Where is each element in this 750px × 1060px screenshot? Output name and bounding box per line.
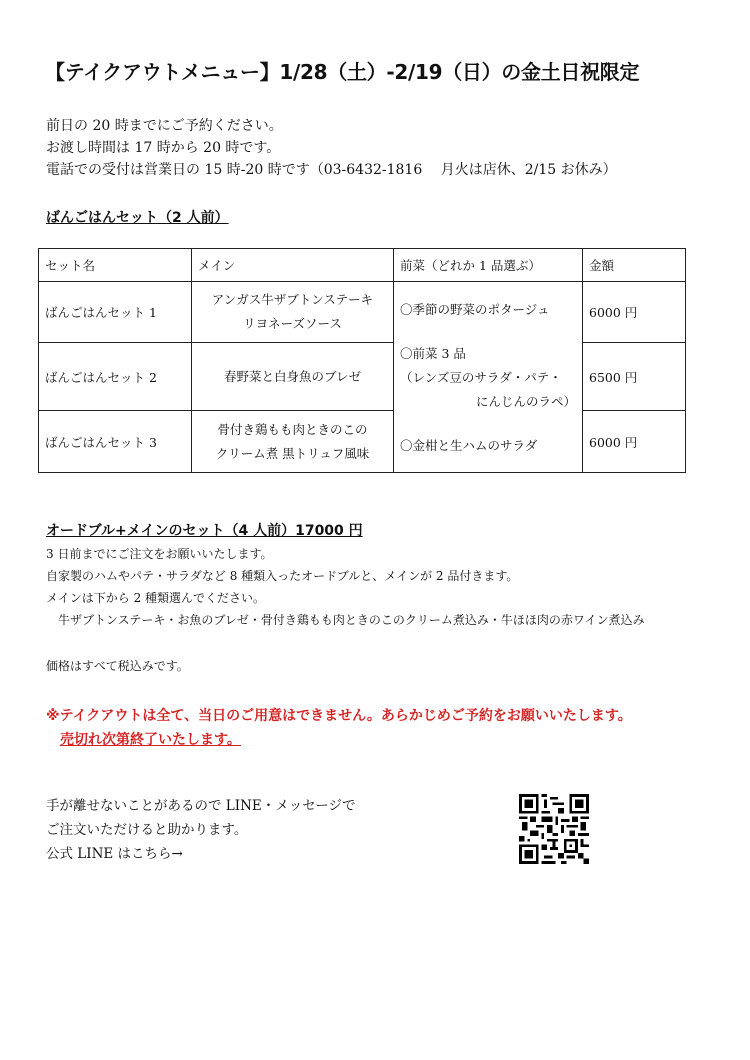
set-name: ばんごはんセット 2 [39, 343, 192, 411]
sold-out-note: 売切れ次第終了いたします。 [60, 732, 241, 748]
set-main [192, 282, 394, 343]
line-contact-line: ご注文いただけると助かります。 [46, 822, 248, 838]
page-title: 【テイクアウトメニュー】1/28（土）-2/19（日）の金土日祝限定 [45, 60, 640, 84]
table-header-row [39, 249, 686, 282]
hors-line: メインは下から 2 種類選んでください。 [46, 591, 266, 605]
set-main [192, 411, 394, 473]
intro-line: 前日の 20 時までにご予約ください。 [46, 118, 283, 134]
warning-line: ※テイクアウトは全て、当日のご用意はできません。あらかじめご予約をお願いいたします。 [46, 708, 632, 724]
starter-options [394, 282, 583, 473]
set-main [192, 343, 394, 411]
set-price: 6000 円 [583, 411, 686, 473]
qr-code-icon[interactable] [519, 794, 589, 864]
table-row [39, 343, 686, 411]
starter-option: 〇季節の野菜のポタージュ [400, 302, 550, 317]
table-row [39, 411, 686, 473]
intro-line: 電話での受付は営業日の 15 時-20 時です（03-6432-1816 月火は店休、2/15 お休み） [46, 162, 617, 178]
set-main-line: 春野菜と白身魚のブレゼ [223, 368, 361, 384]
header-set-name: セット名 [39, 249, 192, 282]
warning-block [46, 704, 632, 752]
table-row [39, 282, 686, 343]
hors-section-heading: オードブル+メインのセット（4 人前）17000 円 [46, 523, 363, 539]
hors-line: 牛ザブトンステーキ・お魚のブレゼ・骨付き鶏もも肉ときのこのクリーム煮込み・牛ほほ肉の赤ワイン煮込み [46, 613, 645, 627]
set-main-line: 骨付き鶏もも肉ときのこの [217, 421, 368, 437]
set-price: 6500 円 [583, 343, 686, 411]
intro-block [46, 115, 617, 181]
starter-option: 〇金柑と生ハムのサラダ [400, 438, 538, 453]
hors-section-body [46, 543, 645, 631]
set-price: 6000 円 [583, 282, 686, 343]
starter-option: 〇前菜 3 品 [400, 346, 466, 361]
set-name: ばんごはんセット 1 [39, 282, 192, 343]
hors-line: 自家製のハムやパテ・サラダなど 8 種類入ったオードブルと、メインが 2 品付きます。 [46, 569, 519, 583]
header-starter: 前菜（どれか 1 品選ぶ） [394, 249, 583, 282]
hors-line: 3 日前までにご注文をお願いいたします。 [46, 547, 273, 561]
set-main-line: リヨネーズソース [243, 316, 342, 331]
header-price: 金額 [583, 249, 686, 282]
set-main-line: アンガス牛ザブトンステーキ [211, 292, 374, 307]
set-main-line: クリーム煮 黒トリュフ風味 [215, 445, 370, 461]
set-section-heading: ばんごはんセット（2 人前） [46, 210, 229, 226]
tax-note: 価格はすべて税込みです。 [46, 659, 189, 673]
starter-option-detail: （レンズ豆のサラダ・パテ・ [400, 370, 562, 385]
header-main: メイン [192, 249, 394, 282]
starter-option-detail: にんじんのラペ） [475, 394, 576, 409]
set-menu-table [38, 248, 686, 473]
line-official-link[interactable]: 公式 LINE はこちら→ [46, 846, 183, 862]
set-name: ばんごはんセット 3 [39, 411, 192, 473]
line-contact [46, 794, 355, 866]
line-contact-line: 手が離せないことがあるので LINE・メッセージで [46, 798, 356, 814]
intro-line: お渡し時間は 17 時から 20 時です。 [46, 140, 281, 156]
